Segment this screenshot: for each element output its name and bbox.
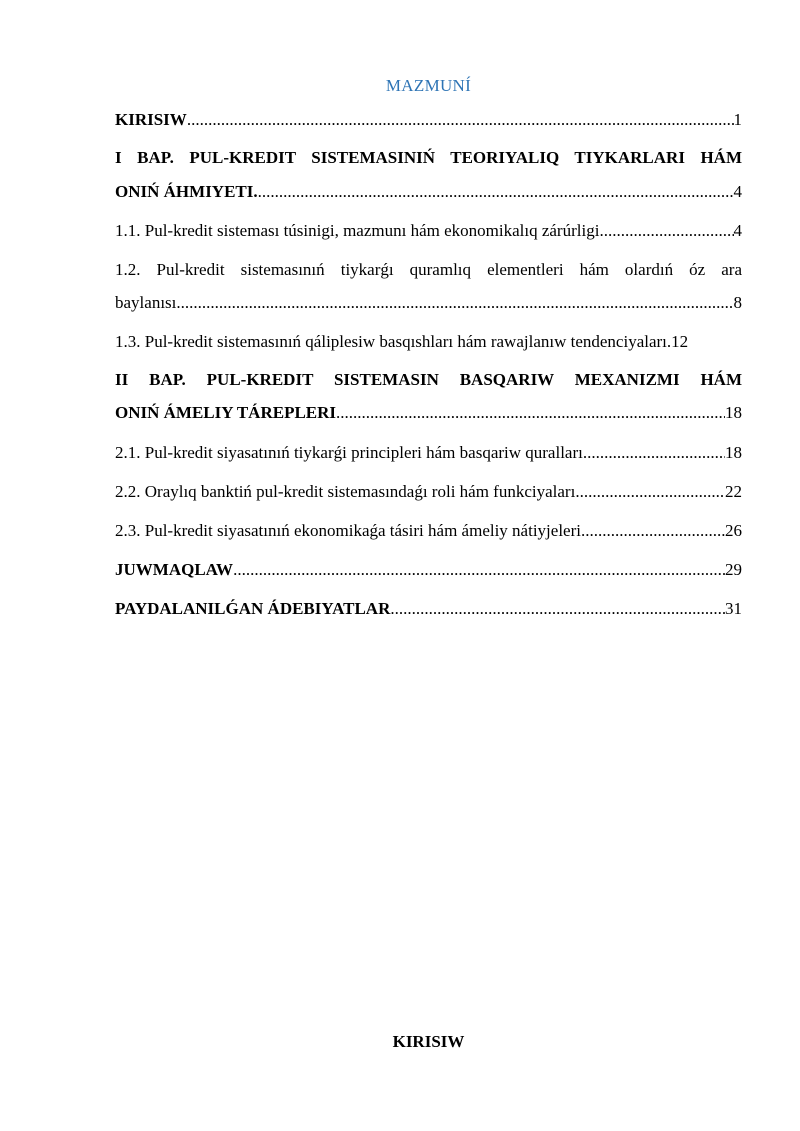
toc-entry-label-line2: ONIŃ ÁHMIYETI. xyxy=(115,182,258,201)
toc-entry-page: 31 xyxy=(725,599,742,618)
toc-entry-chapter-2[interactable] xyxy=(115,370,742,423)
dot-leader xyxy=(336,403,725,423)
toc-entry-label-line1: II BAP. PUL-KREDIT SISTEMASIN BASQARIW MEXANIZMI HÁM xyxy=(115,370,742,389)
toc-entry-references[interactable] xyxy=(115,599,742,619)
dot-leader xyxy=(187,110,734,130)
toc-entry-page: 4 xyxy=(733,182,742,201)
toc-entry-label-line2: ONIŃ ÁMELIY TÁREPLERI xyxy=(115,403,337,422)
toc-entry-2-1[interactable] xyxy=(115,443,742,463)
toc-entry-page: 4 xyxy=(733,221,742,240)
toc-entry-2-3[interactable] xyxy=(115,521,742,541)
toc-entry-1-3[interactable] xyxy=(115,332,750,352)
dot-leader xyxy=(390,599,725,619)
toc-entry-page: 1 xyxy=(733,110,742,129)
dot-leader xyxy=(575,482,725,502)
toc-entry-label: PAYDALANILǴAN ÁDEBIYATLAR xyxy=(115,599,391,618)
toc-entry-1-1[interactable] xyxy=(115,221,742,241)
toc-entry-page: 18 xyxy=(725,443,742,462)
toc-entry-juwmaqlaw[interactable] xyxy=(115,560,742,580)
toc-entry-label: KIRISIW xyxy=(115,110,187,129)
dot-leader xyxy=(581,521,725,541)
section-heading-kirisiw: KIRISIW xyxy=(392,1032,465,1051)
toc-entry-kirisiw[interactable] xyxy=(115,110,742,130)
dot-leader xyxy=(233,560,725,580)
dot-leader xyxy=(258,182,734,202)
toc-entry-chapter-1[interactable] xyxy=(115,148,742,202)
toc-entry-page: 29 xyxy=(725,560,742,579)
toc-title: MAZMUNÍ xyxy=(385,76,472,95)
toc-entry-label: 2.3. Pul-kredit siyasatınıń ekonomikaǵa tásiri hám ámeliy nátiyjeleri xyxy=(115,521,581,540)
dot-leader xyxy=(176,293,733,313)
toc-entry-label-line1: I BAP. PUL-KREDIT SISTEMASINIŃ TEORIYALIQ TIYKARLARI HÁM xyxy=(115,148,742,167)
toc-entry-label-line2: baylanısı xyxy=(115,293,177,312)
toc-entry-label: 1.1. Pul-kredit sisteması túsinigi, mazmunı hám ekonomikalıq zárúrligi xyxy=(115,221,600,240)
toc-entry-label-line1: 1.2. Pul-kredit sistemasınıń tiykarǵı quramlıq elementleri hám olardıń óz ara xyxy=(115,260,742,279)
toc-entry-label: JUWMAQLAW xyxy=(115,560,234,579)
toc-entry-label: 1.3. Pul-kredit sistemasınıń qáliplesiw basqıshları hám rawajlanıw tendenciyaları. xyxy=(115,332,672,351)
dot-leader xyxy=(583,443,725,463)
dot-leader xyxy=(599,221,733,241)
toc-entry-page: 26 xyxy=(725,521,742,540)
toc-entry-1-2[interactable] xyxy=(115,260,742,313)
toc-entry-label: 2.2. Oraylıq banktiń pul-kredit sistemasındaǵı roli hám funkciyaları xyxy=(115,482,576,501)
toc-entry-page: 8 xyxy=(733,293,742,312)
toc-entry-2-2[interactable] xyxy=(115,482,742,502)
toc-entry-page: 18 xyxy=(725,403,742,422)
toc-entry-label: 2.1. Pul-kredit siyasatınıń tiykarǵi principleri hám basqariw quralları xyxy=(115,443,583,462)
toc-entry-page: 22 xyxy=(725,482,742,501)
toc-entry-page: 12 xyxy=(671,332,689,351)
